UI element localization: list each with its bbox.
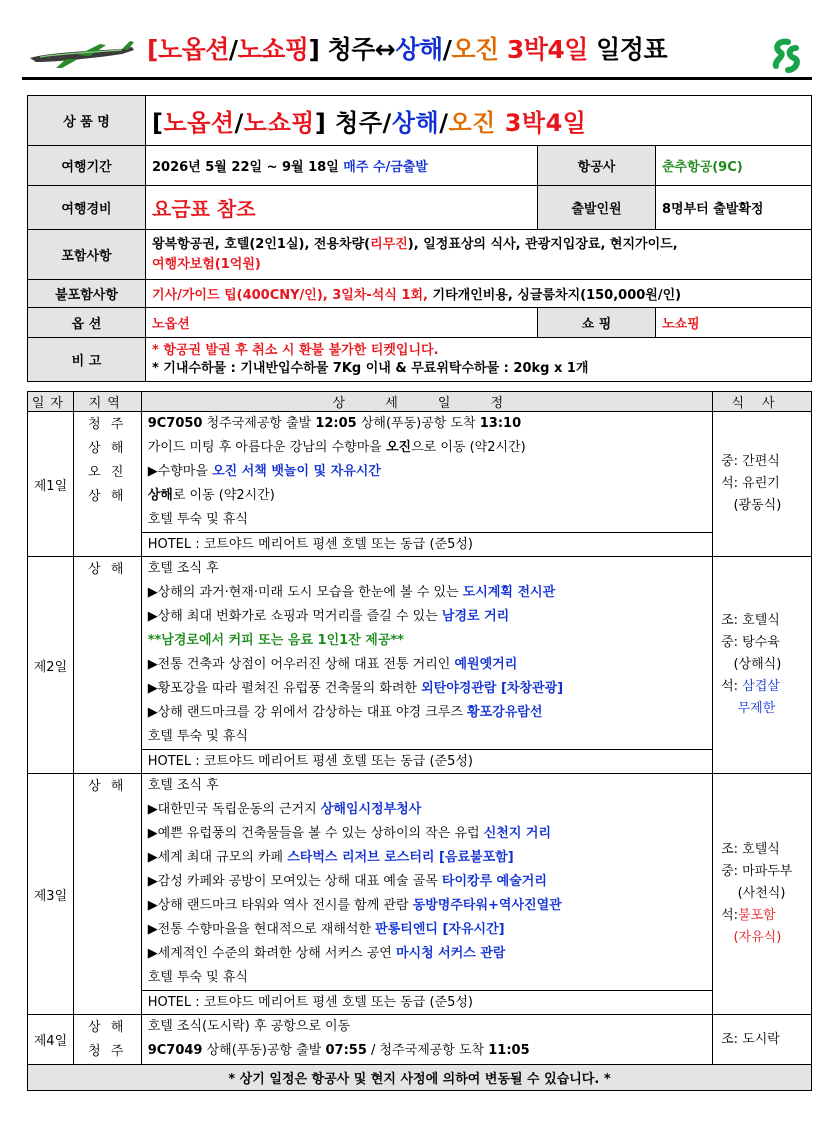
text-segment: ▶수향마을 <box>147 464 213 479</box>
excluded-label: 불포함사항 <box>28 280 146 308</box>
title-segment: / <box>442 35 452 64</box>
text-segment: 호텔 조식(도시락) 후 공항으로 이동 <box>147 1019 351 1034</box>
text-segment: 예원옛거리 <box>454 657 518 672</box>
location-item: 상 해 <box>88 562 127 577</box>
day-label: 제4일 <box>28 1015 74 1065</box>
detail-line <box>142 942 712 966</box>
text-segment: 마시청 서커스 관람 <box>395 946 506 961</box>
title-segment: 노옵션 <box>157 35 229 64</box>
text-segment: 중: 마파두부 <box>721 864 793 879</box>
text-segment: 남경로 거리 <box>441 609 510 624</box>
text-segment: (광동식) <box>721 498 782 513</box>
text-segment: 석: <box>721 908 739 923</box>
detail-line <box>142 508 712 532</box>
text-segment: 오진 <box>385 440 412 455</box>
text-segment: ▶감성 카페와 공방이 모여있는 상해 대표 예술 골목 <box>147 874 442 889</box>
product-name-segment: 3박4일 <box>495 109 587 137</box>
meal-line <box>721 654 811 676</box>
col-meal-header: 식사 <box>713 392 812 412</box>
day-locations <box>73 412 141 557</box>
text-segment: (사천식) <box>721 886 786 901</box>
text-segment: 중: 간편식 <box>721 454 780 469</box>
meal-line <box>721 839 811 861</box>
day-details <box>141 557 712 774</box>
airline-value: 춘추항공(9C) <box>656 146 812 186</box>
detail-line <box>142 460 712 484</box>
location-item: 상 해 <box>88 1020 127 1035</box>
detail-line <box>142 605 712 629</box>
period-label: 여행기간 <box>28 146 146 186</box>
spring-airlines-logo-icon <box>766 36 806 76</box>
meal-line <box>721 698 811 720</box>
text-segment: 로 이동 (약2시간) <box>172 488 275 503</box>
text-segment: 상해임시정부청사 <box>320 802 422 817</box>
day-label: 제1일 <box>28 412 74 557</box>
product-name-segment: / <box>439 109 449 137</box>
excluded-value: 기사/가이드 팁(400CNY/인), 3일차-석식 1회, 기타개인비용, 싱글룸차지(150,000원/인) <box>146 280 812 308</box>
cost-label: 여행경비 <box>28 186 146 230</box>
text-segment: 스타벅스 리저브 로스터리 [음료불포함] <box>287 850 514 865</box>
text-segment: 호텔 조식 후 <box>147 778 219 793</box>
product-name-segment: 노쇼핑 <box>243 109 315 137</box>
day-details <box>141 1015 712 1065</box>
option-label: 옵 션 <box>28 308 146 338</box>
header-divider <box>22 77 812 80</box>
option-value: 노옵션 <box>146 308 538 338</box>
day-label: 제3일 <box>28 774 74 1015</box>
text-segment: 조: 호텔식 <box>721 613 780 628</box>
product-name-segment: ] 청주/ <box>314 109 392 137</box>
text-segment: 중: 탕수육 <box>721 635 780 650</box>
detail-line <box>142 918 712 942</box>
text-segment: ▶대한민국 독립운동의 근거지 <box>147 802 321 817</box>
text-segment: ▶상해 랜드마크 타워와 역사 전시를 함께 관람 <box>147 898 413 913</box>
title-segment: 일정표 <box>587 35 668 64</box>
product-name-segment: 노옵션 <box>163 109 235 137</box>
text-segment: 12:05 <box>315 416 357 431</box>
day-row <box>28 774 812 1015</box>
text-segment: ▶전통 건축과 상점이 어우러진 상해 대표 전통 거리인 <box>147 657 455 672</box>
product-name-segment: 상해 <box>391 109 440 137</box>
page-header <box>22 22 812 80</box>
text-segment: 무제한 <box>721 701 776 716</box>
text-segment: ▶전통 수향마을을 현대적으로 재해석한 <box>147 922 376 937</box>
day-locations <box>73 774 141 1015</box>
text-segment: 호텔 투숙 및 휴식 <box>147 970 248 985</box>
text-segment: 불포함 <box>738 908 776 923</box>
text-segment: 도시계획 전시관 <box>462 585 556 600</box>
day-meals <box>713 774 812 1015</box>
page-title <box>147 30 667 66</box>
title-segment: 오진 <box>451 35 499 64</box>
text-segment: 07:55 <box>325 1043 367 1058</box>
text-segment: ▶세계 최대 규모의 카페 <box>147 850 288 865</box>
text-segment: 황포강유람선 <box>467 705 543 720</box>
title-segment: 상해 <box>395 35 443 64</box>
product-name-segment: / <box>234 109 244 137</box>
col-day-header: 일자 <box>28 392 74 412</box>
product-label: 상 품 명 <box>28 96 146 146</box>
hotel-line: HOTEL : 코트야드 메리어트 평센 호텔 또는 동급 (준5성) <box>142 990 712 1014</box>
meal-line <box>721 610 811 632</box>
detail-line <box>142 653 712 677</box>
detail-line <box>142 1039 712 1063</box>
location-item: 오 진 <box>88 465 127 480</box>
meal-line <box>721 1029 811 1051</box>
day-details <box>141 774 712 1015</box>
detail-line <box>142 1015 712 1039</box>
detail-line <box>142 725 712 749</box>
detail-line <box>142 798 712 822</box>
text-segment: ▶상해 랜드마크를 강 위에서 감상하는 대표 야경 크루즈 <box>147 705 468 720</box>
title-segment: [ <box>147 35 158 64</box>
product-name <box>146 96 812 146</box>
text-segment: ▶예쁜 유럽풍의 건축물들을 볼 수 있는 상하이의 작은 유럽 <box>147 826 484 841</box>
shopping-value: 노쇼핑 <box>656 308 812 338</box>
meal-line <box>721 861 811 883</box>
text-segment: 신천지 거리 <box>483 826 552 841</box>
day-meals <box>713 412 812 557</box>
detail-line <box>142 557 712 581</box>
text-segment: 청주국제공항 출발 <box>202 416 316 431</box>
day-meals <box>713 557 812 774</box>
meal-line <box>721 495 811 517</box>
text-segment: (자유식) <box>721 930 782 945</box>
text-segment: **남경로에서 커피 또는 음료 1인1잔 제공** <box>147 633 404 648</box>
text-segment: ▶세계적인 수준의 화려한 상해 서커스 공연 <box>147 946 396 961</box>
meal-line <box>721 451 811 473</box>
location-item: 청 주 <box>88 1044 127 1059</box>
detail-line <box>142 677 712 701</box>
text-segment: 석: <box>721 679 743 694</box>
airplane-icon <box>26 40 136 70</box>
detail-line <box>142 822 712 846</box>
included-value: 왕복항공권, 호텔(2인1실), 전용차량(리무진), 일정표상의 식사, 관광지입장료, 현지가이드, 여행자보험(1억원) <box>146 230 812 280</box>
day-details <box>141 412 712 557</box>
text-segment: (상해식) <box>721 657 782 672</box>
text-segment: / 청주국제공항 도착 <box>366 1043 489 1058</box>
product-info-table <box>27 95 812 382</box>
day-label: 제2일 <box>28 557 74 774</box>
note-value: * 항공권 발권 후 취소 시 환불 불가한 티켓입니다. * 기내수하물 : 기내반입수하물 7Kg 이내 & 무료위탁수하물 : 20kg x 1개 <box>146 338 812 382</box>
text-segment: ▶상해의 과거·현재·미래 도시 모습을 한눈에 볼 수 있는 <box>147 585 463 600</box>
text-segment: ▶황포강을 따라 펼쳐진 유럽풍 건축물의 화려한 <box>147 681 422 696</box>
itinerary-footer-note: * 상기 일정은 항공사 및 현지 사정에 의하여 변동될 수 있습니다. * <box>28 1065 812 1091</box>
itinerary-table <box>27 391 812 1091</box>
detail-line <box>142 629 712 653</box>
hotel-line: HOTEL : 코트야드 메리어트 평센 호텔 또는 동급 (준5성) <box>142 532 712 556</box>
product-name-segment: 오진 <box>448 109 496 137</box>
detail-line <box>142 436 712 460</box>
detail-line <box>142 966 712 990</box>
title-segment: ] 청주 <box>308 35 375 64</box>
detail-line <box>142 870 712 894</box>
text-segment: 동방명주타워+역사진열관 <box>412 898 562 913</box>
location-item: 청 주 <box>88 417 127 432</box>
meal-line <box>721 676 811 698</box>
col-detail-header: 상 세 일 정 <box>141 392 712 412</box>
meal-line <box>721 905 811 927</box>
text-segment: 조: 도시락 <box>721 1031 780 1047</box>
airline-label: 항공사 <box>538 146 656 186</box>
text-segment: 호텔 조식 후 <box>147 561 219 576</box>
detail-line <box>142 581 712 605</box>
text-segment: 오진 서책 뱃놀이 및 자유시간 <box>212 464 381 479</box>
detail-line <box>142 774 712 798</box>
text-segment: 11:05 <box>488 1043 530 1058</box>
day-locations <box>73 557 141 774</box>
text-segment: 9C7050 <box>147 416 203 431</box>
col-location-header: 지역 <box>73 392 141 412</box>
period-value: 2026년 5월 22일 ~ 9월 18일 매주 수/금출발 <box>146 146 538 186</box>
text-segment: 가이드 미팅 후 아름다운 강남의 수향마을 <box>147 440 386 455</box>
day-meals <box>713 1015 812 1065</box>
detail-line <box>142 412 712 436</box>
title-segment: / <box>228 35 238 64</box>
meal-line <box>721 632 811 654</box>
meal-line <box>721 883 811 905</box>
meal-line <box>721 473 811 495</box>
pax-label: 출발인원 <box>538 186 656 230</box>
title-segment: 노쇼핑 <box>237 35 309 64</box>
day-row <box>28 557 812 774</box>
location-item: 상 해 <box>88 441 127 456</box>
text-segment: 삼겹살 <box>742 679 780 694</box>
location-item: 상 해 <box>88 489 127 504</box>
pax-value: 8명부터 출발확정 <box>656 186 812 230</box>
text-segment: 조: 호텔식 <box>721 842 780 857</box>
included-label: 포함사항 <box>28 230 146 280</box>
title-segment: ↔ <box>374 35 396 64</box>
note-label: 비 고 <box>28 338 146 382</box>
text-segment: 호텔 투숙 및 휴식 <box>147 512 248 527</box>
text-segment: ▶상해 최대 번화가로 쇼핑과 먹거리를 즐길 수 있는 <box>147 609 442 624</box>
day-locations <box>73 1015 141 1065</box>
meal-line <box>721 927 811 949</box>
text-segment: 판롱티엔디 [자유시간] <box>375 922 505 937</box>
detail-line <box>142 894 712 918</box>
text-segment: 호텔 투숙 및 휴식 <box>147 729 248 744</box>
day-row <box>28 412 812 557</box>
text-segment: 상해 <box>147 488 173 503</box>
cost-value: 요금표 참조 <box>146 186 538 230</box>
title-segment: 3박4일 <box>498 35 588 64</box>
text-segment: 외탄야경관람 [차창관광] <box>421 681 564 696</box>
text-segment: 석: 유린기 <box>721 476 780 491</box>
text-segment: 상해(푸동)공항 도착 <box>356 416 480 431</box>
text-segment: 으로 이동 (약2시간) <box>411 440 526 455</box>
product-name-segment: [ <box>152 109 164 137</box>
text-segment: 상해(푸동)공항 출발 <box>202 1043 326 1058</box>
detail-line <box>142 701 712 725</box>
detail-line <box>142 846 712 870</box>
day-row <box>28 1015 812 1065</box>
text-segment: 9C7049 <box>147 1043 203 1058</box>
detail-line <box>142 484 712 508</box>
shopping-label: 쇼 핑 <box>538 308 656 338</box>
location-item: 상 해 <box>88 779 127 794</box>
hotel-line: HOTEL : 코트야드 메리어트 평센 호텔 또는 동급 (준5성) <box>142 749 712 773</box>
text-segment: 13:10 <box>479 416 522 431</box>
text-segment: 타이캉루 예술거리 <box>441 874 547 889</box>
